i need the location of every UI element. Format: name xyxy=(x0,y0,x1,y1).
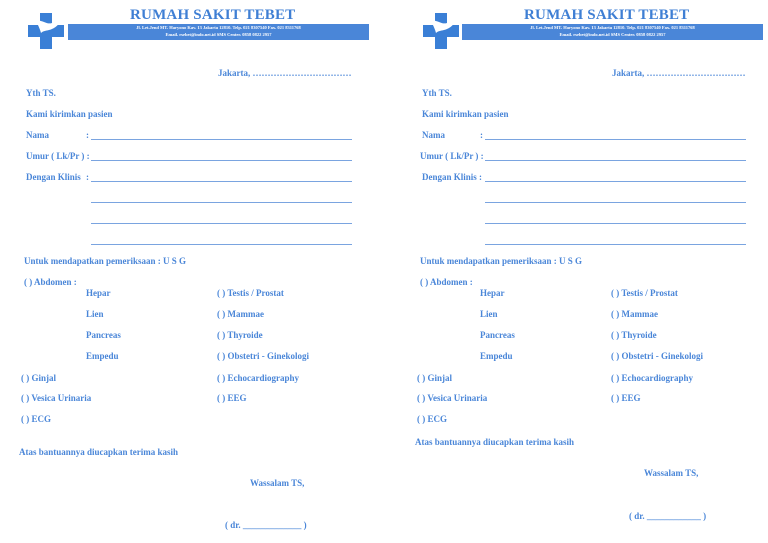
field-label-age: Umur ( Lk/Pr ) : xyxy=(420,151,484,161)
abdomen-item: Hepar xyxy=(86,288,111,298)
field-colon-name: : xyxy=(86,130,89,140)
clinical-input-line-4[interactable] xyxy=(485,244,746,245)
hospital-name: RUMAH SAKIT TEBET xyxy=(130,7,296,23)
abdomen-item: Hepar xyxy=(480,288,505,298)
salutation: Yth TS. xyxy=(26,88,56,98)
intro-text: Kami kirimkan pasien xyxy=(26,109,113,119)
clinical-input-line-4[interactable] xyxy=(91,244,352,245)
abdomen-item: Empedu xyxy=(86,351,119,361)
hospital-name: RUMAH SAKIT TEBET xyxy=(524,7,690,23)
contact-line: Email. rsebet@indo.net.id SMS Center. 0858 0822 2957 xyxy=(165,32,272,37)
option-ginjal[interactable]: ( ) Ginjal xyxy=(417,373,452,383)
option-thyroide[interactable]: ( ) Thyroide xyxy=(611,330,657,340)
option-eeg[interactable]: ( ) EEG xyxy=(217,393,247,403)
salutation: Yth TS. xyxy=(422,88,452,98)
clinical-input-line-3[interactable] xyxy=(485,223,746,224)
abdomen-item: Empedu xyxy=(480,351,513,361)
address-line: Jl. Let.Jend MT. Haryono Kav. 13 Jakarta 12810. Telp. 021 8307540 Fax. 021 8311768 xyxy=(530,25,695,30)
city-date: Jakarta, …………………………… xyxy=(218,68,352,78)
exam-request: Untuk mendapatkan pemeriksaan : U S G xyxy=(24,256,187,266)
clinical-input-line-2[interactable] xyxy=(485,202,746,203)
hospital-logo-icon xyxy=(421,11,461,51)
address-line: Jl. Let.Jend MT. Haryono Kav. 13 Jakarta 12810. Telp. 021 8307540 Fax. 021 8311768 xyxy=(136,25,301,30)
age-input-line[interactable] xyxy=(485,160,746,161)
field-label-clinical: Dengan Klinis : xyxy=(422,172,483,182)
field-label-clinical: Dengan Klinis xyxy=(26,172,81,182)
field-label-age: Umur ( Lk/Pr ) : xyxy=(26,151,90,161)
closing-text: Wassalam TS, xyxy=(250,478,305,488)
field-label-name: Nama xyxy=(422,130,445,140)
option-mammae[interactable]: ( ) Mammae xyxy=(217,309,264,319)
clinical-input-line-2[interactable] xyxy=(91,202,352,203)
abdomen-item: Pancreas xyxy=(86,330,121,340)
option-ecg[interactable]: ( ) ECG xyxy=(417,414,447,424)
field-colon-name: : xyxy=(480,130,483,140)
name-input-line[interactable] xyxy=(91,139,352,140)
intro-text: Kami kirimkan pasien xyxy=(422,109,509,119)
option-echocardiography[interactable]: ( ) Echocardiography xyxy=(217,373,299,383)
option-abdomen[interactable]: ( ) Abdomen : xyxy=(420,277,473,287)
option-echocardiography[interactable]: ( ) Echocardiography xyxy=(611,373,693,383)
address-band xyxy=(462,24,763,40)
option-testis-prostat[interactable]: ( ) Testis / Prostat xyxy=(217,288,284,298)
abdomen-item: Lien xyxy=(86,309,104,319)
thanks-text: Atas bantuannya diucapkan terima kasih xyxy=(415,437,575,447)
age-input-line[interactable] xyxy=(91,160,352,161)
city-date: Jakarta, …………………………… xyxy=(612,68,746,78)
option-ecg[interactable]: ( ) ECG xyxy=(21,414,51,424)
exam-request: Untuk mendapatkan pemeriksaan : U S G xyxy=(420,256,583,266)
signature-line: ( dr. _____________ ) xyxy=(225,520,307,530)
clinical-input-line[interactable] xyxy=(91,181,352,182)
option-mammae[interactable]: ( ) Mammae xyxy=(611,309,658,319)
abdomen-item: Pancreas xyxy=(480,330,515,340)
option-obstetri-ginekologi[interactable]: ( ) Obstetri - Ginekologi xyxy=(611,351,703,361)
thanks-text: Atas bantuannya diucapkan terima kasih xyxy=(19,447,179,457)
option-ginjal[interactable]: ( ) Ginjal xyxy=(21,373,56,383)
field-colon-clinical: : xyxy=(86,172,89,182)
hospital-logo-icon xyxy=(26,11,66,51)
option-vesica-urinaria[interactable]: ( ) Vesica Urinaria xyxy=(21,393,92,403)
name-input-line[interactable] xyxy=(485,139,746,140)
option-abdomen[interactable]: ( ) Abdomen : xyxy=(24,277,77,287)
address-band xyxy=(68,24,369,40)
option-eeg[interactable]: ( ) EEG xyxy=(611,393,641,403)
clinical-input-line-3[interactable] xyxy=(91,223,352,224)
option-vesica-urinaria[interactable]: ( ) Vesica Urinaria xyxy=(417,393,488,403)
closing-text: Wassalam TS, xyxy=(644,468,699,478)
referral-form-right xyxy=(394,0,768,543)
abdomen-item: Lien xyxy=(480,309,498,319)
field-label-name: Nama xyxy=(26,130,49,140)
option-testis-prostat[interactable]: ( ) Testis / Prostat xyxy=(611,288,678,298)
option-thyroide[interactable]: ( ) Thyroide xyxy=(217,330,263,340)
signature-line: ( dr. ____________ ) xyxy=(629,511,707,521)
clinical-input-line[interactable] xyxy=(485,181,746,182)
option-obstetri-ginekologi[interactable]: ( ) Obstetri - Ginekologi xyxy=(217,351,309,361)
contact-line: Email. rsebet@indo.net.id SMS Center. 0858 0822 2957 xyxy=(559,32,666,37)
